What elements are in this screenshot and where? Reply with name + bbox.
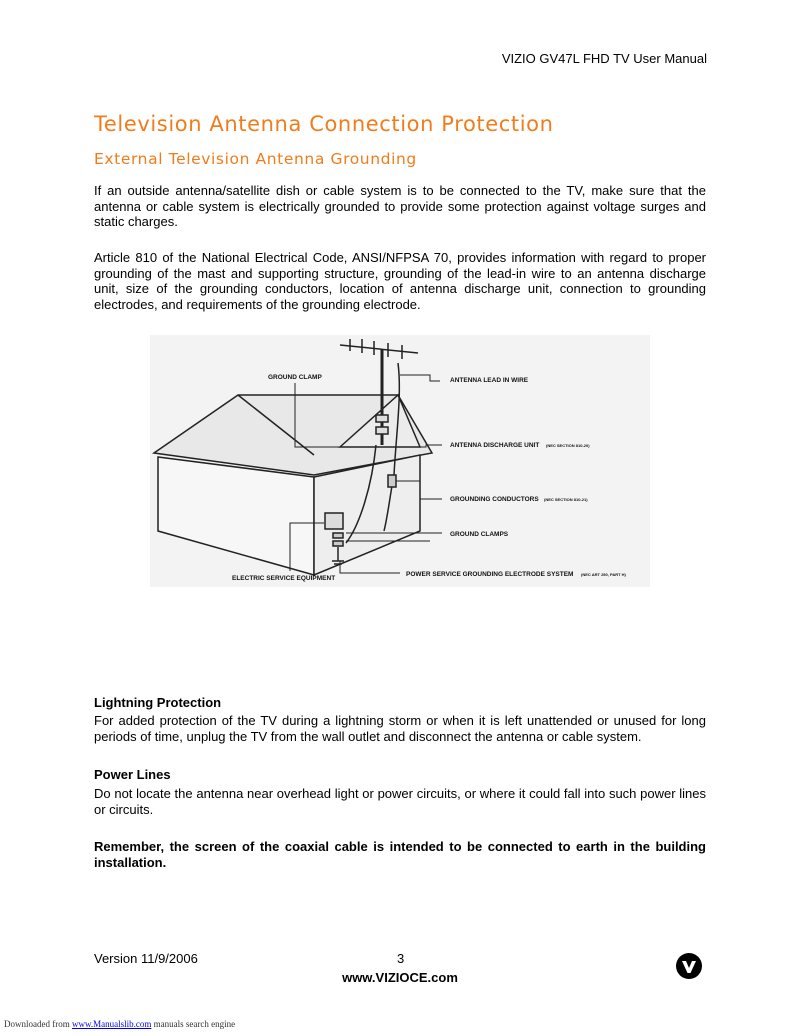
document-header-title: VIZIO GV47L FHD TV User Manual xyxy=(501,51,707,66)
label-ground-clamps: GROUND CLAMPS xyxy=(450,531,509,538)
mast-clamp-2 xyxy=(376,427,388,434)
electric-service-box xyxy=(325,513,343,529)
label-power-service-grounding: POWER SERVICE GROUNDING ELECTRODE SYSTEM xyxy=(406,571,574,578)
label-grounding-conductors-ref: (NEC SECTION 810-21) xyxy=(544,497,588,502)
label-discharge-unit-ref: (NEC SECTION 810-20) xyxy=(546,443,590,448)
vizio-logo-icon xyxy=(676,953,702,979)
power-lines-heading: Power Lines xyxy=(94,767,171,782)
label-ground-clamp: GROUND CLAMP xyxy=(268,374,322,381)
footer-website: www.VIZIOCE.com xyxy=(342,970,458,985)
coaxial-earth-notice: Remember, the screen of the coaxial cable is intended to be connected to earth in the building installation. xyxy=(94,839,706,870)
house-front-wall xyxy=(158,457,314,575)
subsection-title: External Television Antenna Grounding xyxy=(94,150,417,168)
download-notice xyxy=(4,1019,235,1029)
antenna-discharge-unit xyxy=(388,475,396,487)
intro-paragraph: If an outside antenna/satellite dish or cable system is to be connected to the TV, make sure that the antenna or cable system is electrically grounded to provide some protection against voltage surges and static charges. xyxy=(94,183,706,229)
antenna-boom xyxy=(340,345,418,353)
page-number: 3 xyxy=(397,951,405,966)
footer-version: Version 11/9/2006 xyxy=(94,951,198,966)
label-antenna-lead-in-wire: ANTENNA LEAD IN WIRE xyxy=(450,377,529,384)
label-electric-service-equipment: ELECTRIC SERVICE EQUIPMENT xyxy=(232,575,336,582)
section-title: Television Antenna Connection Protection xyxy=(94,112,554,136)
nec-paragraph: Article 810 of the National Electrical Code, ANSI/NFPSA 70, provides information with regard to proper grounding of the mast and supporting structure, grounding of the lead-in wire to an antenna discharge unit, size of the grounding conductors, location of antenna discharge unit, connection to grounding electrodes, and requirements of the grounding electrode. xyxy=(94,250,706,312)
lightning-protection-text: For added protection of the TV during a lightning storm or when it is left unattended or unused for long periods of time, unplug the TV from the wall outlet and disconnect the antenna or cable system. xyxy=(94,713,706,744)
download-suffix: manuals search engine xyxy=(151,1019,236,1029)
download-prefix: Downloaded from xyxy=(4,1019,70,1029)
mast-clamp-1 xyxy=(376,415,388,422)
label-antenna-discharge-unit: ANTENNA DISCHARGE UNIT xyxy=(450,442,540,449)
lightning-protection-heading: Lightning Protection xyxy=(94,695,222,710)
label-power-service-ref: (NEC ART 250, PART H) xyxy=(581,572,626,577)
manualslib-link[interactable]: www.Manualslib.com xyxy=(71,1019,152,1029)
antenna-grounding-diagram xyxy=(150,335,650,587)
label-grounding-conductors: GROUNDING CONDUCTORS xyxy=(450,496,539,503)
power-lines-text: Do not locate the antenna near overhead light or power circuits, or where it could fall into such power lines or circuits. xyxy=(94,786,706,817)
